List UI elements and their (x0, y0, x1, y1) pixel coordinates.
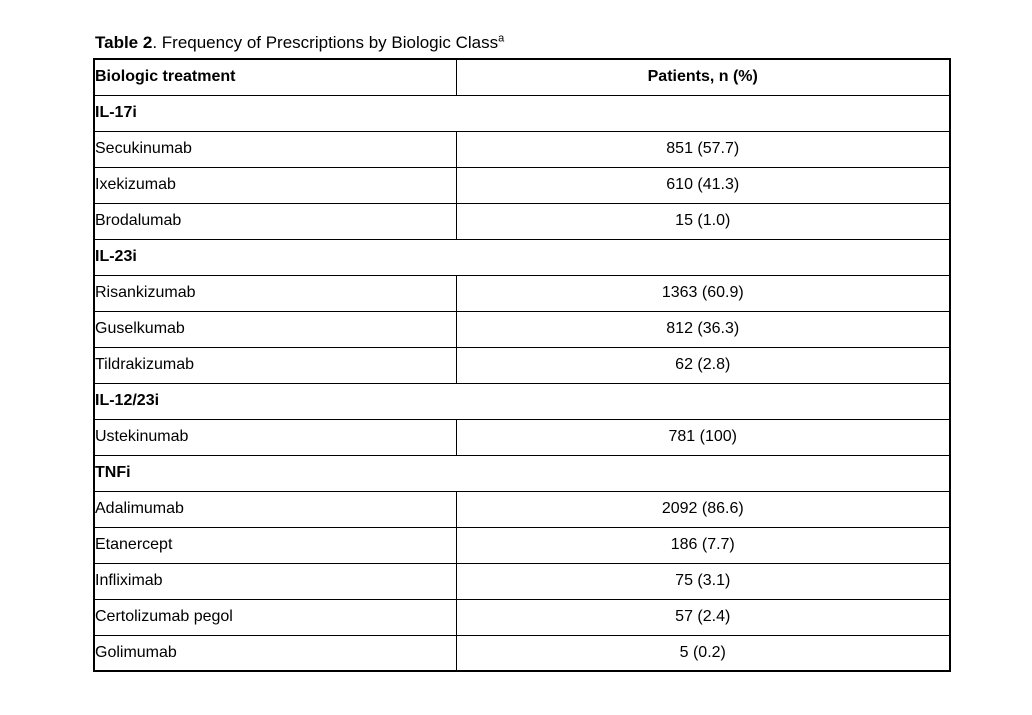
treatment-cell: Tildrakizumab (94, 347, 456, 383)
table-row (94, 563, 950, 599)
patients-cell: 15 (1.0) (456, 203, 950, 239)
table-row (94, 491, 950, 527)
section-label: IL-17i (94, 95, 950, 131)
table-row (94, 599, 950, 635)
patients-cell: 62 (2.8) (456, 347, 950, 383)
table-row (94, 347, 950, 383)
patients-cell: 186 (7.7) (456, 527, 950, 563)
table-row (94, 203, 950, 239)
section-header-row (94, 383, 950, 419)
treatment-cell: Secukinumab (94, 131, 456, 167)
table-caption-footnote-marker: a (498, 32, 505, 45)
patients-cell: 57 (2.4) (456, 599, 950, 635)
patients-cell: 5 (0.2) (456, 635, 950, 671)
treatment-cell: Brodalumab (94, 203, 456, 239)
prescriptions-table (93, 58, 951, 672)
table-body (94, 95, 950, 671)
treatment-cell: Risankizumab (94, 275, 456, 311)
table-caption-number: Table 2 (95, 33, 153, 52)
section-header-row (94, 95, 950, 131)
patients-cell: 610 (41.3) (456, 167, 950, 203)
table-row (94, 311, 950, 347)
section-label: IL-12/23i (94, 383, 950, 419)
table-row (94, 275, 950, 311)
table-caption-text: . Frequency of Prescriptions by Biologic Class (152, 33, 499, 52)
patients-cell: 75 (3.1) (456, 563, 950, 599)
table-caption (95, 32, 504, 53)
section-header-row (94, 239, 950, 275)
treatment-cell: Golimumab (94, 635, 456, 671)
treatment-cell: Adalimumab (94, 491, 456, 527)
treatment-cell: Ustekinumab (94, 419, 456, 455)
treatment-cell: Etanercept (94, 527, 456, 563)
section-label: TNFi (94, 455, 950, 491)
table-row (94, 131, 950, 167)
column-header-patients: Patients, n (%) (456, 59, 950, 95)
column-header-biologic-treatment: Biologic treatment (94, 59, 456, 95)
table-header-row (94, 59, 950, 95)
table-row (94, 167, 950, 203)
patients-cell: 812 (36.3) (456, 311, 950, 347)
treatment-cell: Ixekizumab (94, 167, 456, 203)
patients-cell: 851 (57.7) (456, 131, 950, 167)
patients-cell: 781 (100) (456, 419, 950, 455)
table-row (94, 419, 950, 455)
treatment-cell: Guselkumab (94, 311, 456, 347)
patients-cell: 1363 (60.9) (456, 275, 950, 311)
table-row (94, 635, 950, 671)
section-label: IL-23i (94, 239, 950, 275)
treatment-cell: Infliximab (94, 563, 456, 599)
section-header-row (94, 455, 950, 491)
treatment-cell: Certolizumab pegol (94, 599, 456, 635)
patients-cell: 2092 (86.6) (456, 491, 950, 527)
table-row (94, 527, 950, 563)
